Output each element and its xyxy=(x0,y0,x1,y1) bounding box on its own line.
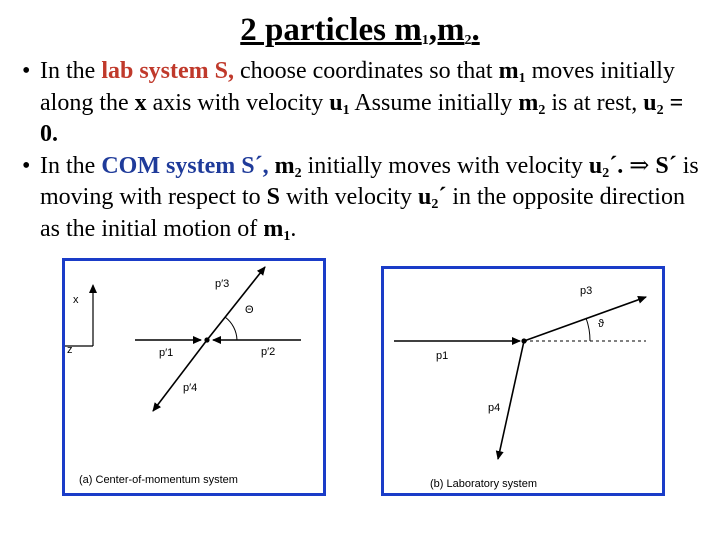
theta-label: Θ xyxy=(245,304,254,316)
p1-prime-label: p′1 xyxy=(159,347,174,359)
p3-prime-label: p′3 xyxy=(215,278,230,290)
theta-arc xyxy=(586,318,590,341)
bullet-com-system: • In the COM system S´, $m_2$ initially moves with velocity $u_2´$. ⇒ S´ is moving with respect to S with velocity $u_2´$ in the opposite direction as the initial motion of $m_1$. xyxy=(22,152,699,244)
lab-caption: (b) Laboratory system xyxy=(430,478,537,490)
p1-label: p1 xyxy=(436,350,449,362)
p4-label: p4 xyxy=(488,402,501,414)
x-axis-label: x xyxy=(73,294,79,306)
bullet-lab-system: • In the lab system S, choose coordinates so that $m_1$ moves initially along the x axis with velocity $u_1$ Assume initially $m_2$ is at rest, $u_2 = 0$. xyxy=(22,58,684,147)
p4-vector xyxy=(498,341,524,459)
z-axis-label: z xyxy=(67,344,73,356)
p3-label: p3 xyxy=(580,285,593,297)
com-diagram-panel xyxy=(62,258,326,496)
bullet-dot: • xyxy=(22,152,31,179)
p2-prime-label: p′2 xyxy=(261,346,276,358)
bullet-list xyxy=(22,56,702,245)
p4-prime-label: p′4 xyxy=(183,382,198,394)
bullet-dot: • xyxy=(22,58,31,84)
lab-diagram xyxy=(384,269,662,493)
com-caption: (a) Center-of-momentum system xyxy=(79,474,238,486)
collision-point xyxy=(204,337,209,342)
com-diagram xyxy=(65,261,323,493)
lab-diagram-panel xyxy=(381,266,665,496)
theta-arc xyxy=(225,317,237,340)
collision-point xyxy=(521,338,526,343)
p3-vector xyxy=(524,297,646,341)
slide-title: 2 particles $m_1,m_2$. xyxy=(240,12,480,48)
theta-label: ϑ xyxy=(598,318,605,330)
